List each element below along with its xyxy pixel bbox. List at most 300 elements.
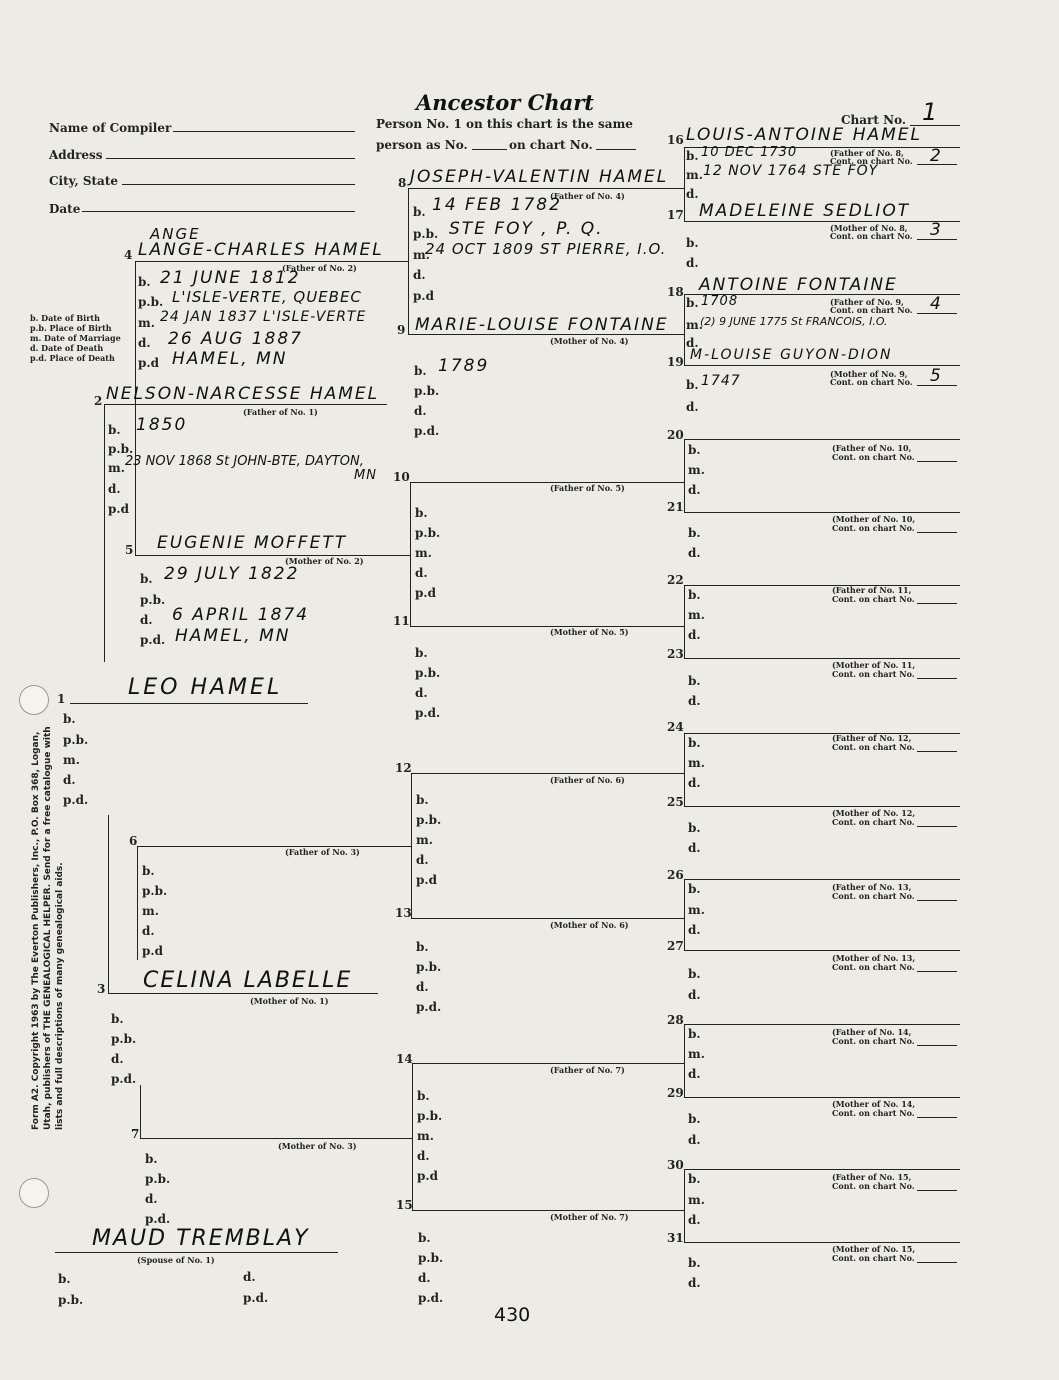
p27-line xyxy=(684,950,960,951)
num-2: 2 xyxy=(94,394,103,408)
p1-pb-label: p.b. xyxy=(63,733,89,747)
p12-b-label: b. xyxy=(416,793,429,807)
p25-cont: Cont. on chart No. xyxy=(832,817,915,827)
p1-line xyxy=(70,703,308,704)
num-27: 27 xyxy=(667,939,684,953)
p12-pd-label: p.d xyxy=(416,873,437,887)
p11-pb-label: p.b. xyxy=(415,666,441,680)
p22-cont: Cont. on chart No. xyxy=(832,594,915,604)
p24-cont-line xyxy=(917,751,957,752)
p30-line xyxy=(684,1169,960,1170)
p4-m-label: m. xyxy=(138,316,155,330)
p20-line xyxy=(684,439,960,440)
p23-cont: Cont. on chart No. xyxy=(832,669,915,679)
p30-d-label: d. xyxy=(688,1213,701,1227)
p10-11-connector xyxy=(410,482,411,626)
p6-b-label: b. xyxy=(142,864,155,878)
p30-cont-line xyxy=(917,1190,957,1191)
p16-note: (Father of No. 8, xyxy=(830,148,904,158)
p8-m-label: m. xyxy=(413,248,430,262)
person-no-blank xyxy=(472,149,507,150)
p5-pd-label: p.d. xyxy=(140,633,166,647)
p17-cont: Cont. on chart No. xyxy=(830,231,913,241)
p23-cont-line xyxy=(917,678,957,679)
p19-note: (Mother of No. 9, xyxy=(830,369,908,379)
chart-no-label: Chart No. xyxy=(841,113,907,127)
p4-pb-label: p.b. xyxy=(138,295,164,309)
num-29: 29 xyxy=(667,1086,684,1100)
spouse-pd-label: p.d. xyxy=(243,1291,269,1305)
p25-cont-line xyxy=(917,826,957,827)
p10-pb-label: p.b. xyxy=(415,526,441,540)
p13-note: (Mother of No. 6) xyxy=(550,920,629,930)
p10-note: (Father of No. 5) xyxy=(550,483,625,493)
p15-line xyxy=(412,1210,684,1211)
p25-note: (Mother of No. 12, xyxy=(832,808,916,818)
p21-note: (Mother of No. 10, xyxy=(832,514,916,524)
num-24: 24 xyxy=(667,720,684,734)
p4-b-label: b. xyxy=(138,275,151,289)
p23-line xyxy=(684,658,960,659)
p8-9-connector xyxy=(408,188,409,334)
num-28: 28 xyxy=(667,1013,684,1027)
p8-m: 24 OCT 1809 ST PIERRE, I.O. xyxy=(425,240,667,258)
num-19: 19 xyxy=(667,355,684,369)
p14-m-label: m. xyxy=(417,1129,434,1143)
p5-d-label: d. xyxy=(140,613,153,627)
page-number: 430 xyxy=(494,1304,531,1326)
p20-cont: Cont. on chart No. xyxy=(832,452,915,462)
p8-pd-label: p.d xyxy=(413,289,434,303)
p21-b-label: b. xyxy=(688,526,701,540)
p26-m-label: m. xyxy=(688,903,705,917)
p16-name: LOUIS-ANTOINE HAMEL xyxy=(686,125,922,145)
p17-cont-line xyxy=(917,239,957,240)
p30-cont: Cont. on chart No. xyxy=(832,1181,915,1191)
p1-m-label: m. xyxy=(63,753,80,767)
p18-m: (2) 9 JUNE 1775 St FRANCOIS, I.O. xyxy=(700,315,888,328)
num-11: 11 xyxy=(393,614,410,628)
p3-d-label: d. xyxy=(111,1052,124,1066)
p31-b-label: b. xyxy=(688,1256,701,1270)
date-line xyxy=(82,211,355,212)
p30-b-label: b. xyxy=(688,1172,701,1186)
num-5: 5 xyxy=(125,543,134,557)
p12-pb-label: p.b. xyxy=(416,813,442,827)
p10-pd-label: p.d xyxy=(415,586,436,600)
p30-31-connector xyxy=(684,1169,685,1242)
legend-d: d. Date of Death xyxy=(30,343,104,353)
compiler-label: Name of Compiler xyxy=(49,121,172,135)
p23-note: (Mother of No. 11, xyxy=(832,660,916,670)
p8-line xyxy=(408,188,684,189)
p20-b-label: b. xyxy=(688,443,701,457)
p5-line xyxy=(135,555,410,556)
p18-b-label: b. xyxy=(686,296,699,310)
p21-line xyxy=(684,512,960,513)
p14-15-connector xyxy=(412,1063,413,1210)
p15-d-label: d. xyxy=(418,1271,431,1285)
p14-note: (Father of No. 7) xyxy=(550,1065,625,1075)
p31-cont: Cont. on chart No. xyxy=(832,1253,915,1263)
p2-m2: MN xyxy=(354,468,377,483)
p13-b-label: b. xyxy=(416,940,429,954)
p2-pd-label: p.d xyxy=(108,502,129,516)
p19-cont: Cont. on chart No. xyxy=(830,377,913,387)
publisher-line-3: lists and full descriptions of many genealogical aids. xyxy=(55,862,65,1130)
p14-line xyxy=(412,1063,684,1064)
num-14: 14 xyxy=(396,1052,413,1066)
p6-note: (Father of No. 3) xyxy=(285,847,360,857)
p15-note: (Mother of No. 7) xyxy=(550,1212,629,1222)
p31-line xyxy=(684,1242,960,1243)
p16-m: 12 NOV 1764 STE FOY xyxy=(703,163,879,179)
num-17: 17 xyxy=(667,208,684,222)
p27-d-label: d. xyxy=(688,988,701,1002)
p7-pd-label: p.d. xyxy=(145,1212,171,1226)
p18-name: ANTOINE FONTAINE xyxy=(699,275,898,295)
p18-cont-line xyxy=(917,313,957,314)
p29-cont: Cont. on chart No. xyxy=(832,1108,915,1118)
num-22: 22 xyxy=(667,573,684,587)
p3-pd-label: p.d. xyxy=(111,1072,137,1086)
p14-pd-label: p.d xyxy=(417,1169,438,1183)
p27-b-label: b. xyxy=(688,967,701,981)
legend-pd: p.d. Place of Death xyxy=(30,353,115,363)
p9-pd-label: p.d. xyxy=(414,424,440,438)
p22-m-label: m. xyxy=(688,608,705,622)
p2-pb-label: p.b. xyxy=(108,442,134,456)
binder-hole-top xyxy=(19,685,49,715)
p5-b-label: b. xyxy=(140,572,153,586)
p6-d-label: d. xyxy=(142,924,155,938)
p20-21-connector xyxy=(684,439,685,513)
p4-pb: L'ISLE-VERTE, QUEBEC xyxy=(172,288,362,306)
p9-note: (Mother of No. 4) xyxy=(550,336,629,346)
p8-b-label: b. xyxy=(413,205,426,219)
p10-b-label: b. xyxy=(415,506,428,520)
p31-d-label: d. xyxy=(688,1276,701,1290)
p4-line xyxy=(135,261,408,262)
p10-m-label: m. xyxy=(415,546,432,560)
p28-line xyxy=(684,1024,960,1025)
p7-pb-label: p.b. xyxy=(145,1172,171,1186)
p19-b: 1747 xyxy=(701,373,741,389)
p7-note: (Mother of No. 3) xyxy=(278,1141,357,1151)
p15-pd-label: p.d. xyxy=(418,1291,444,1305)
p4-pd-label: p.d xyxy=(138,356,159,370)
num-23: 23 xyxy=(667,647,684,661)
p29-cont-line xyxy=(917,1117,957,1118)
num-12: 12 xyxy=(395,761,412,775)
num-13: 13 xyxy=(395,906,412,920)
num-18: 18 xyxy=(667,285,684,299)
p8-16-17-join xyxy=(670,188,684,189)
chart-no-value: 1 xyxy=(922,98,940,126)
legend-m: m. Date of Marriage xyxy=(30,333,121,343)
city-line xyxy=(122,184,355,185)
num-8: 8 xyxy=(398,176,407,190)
p9-pb-label: p.b. xyxy=(414,384,440,398)
p9-name: MARIE-LOUISE FONTAINE xyxy=(415,315,669,335)
p22-note: (Father of No. 11, xyxy=(832,585,912,595)
p26-d-label: d. xyxy=(688,923,701,937)
p15-pb-label: p.b. xyxy=(418,1251,444,1265)
num-21: 21 xyxy=(667,500,684,514)
city-label: City, State xyxy=(49,174,118,188)
p16-cont-no: 2 xyxy=(930,146,943,166)
p12-note: (Father of No. 6) xyxy=(550,775,625,785)
p27-cont: Cont. on chart No. xyxy=(832,962,915,972)
p18-cont-no: 4 xyxy=(930,294,943,314)
num-15: 15 xyxy=(396,1198,413,1212)
publisher-line-1: Form A2. Copyright 1963 by The Everton Publishers, Inc., P.O. Box 368, Logan, xyxy=(31,731,41,1130)
p8-name: JOSEPH-VALENTIN HAMEL xyxy=(410,167,669,187)
p13-d-label: d. xyxy=(416,980,429,994)
p8-d-label: d. xyxy=(413,268,426,282)
p16-cont-line xyxy=(917,164,957,165)
p2-b: 1850 xyxy=(136,415,188,435)
p14-pb-label: p.b. xyxy=(417,1109,443,1123)
p29-line xyxy=(684,1097,960,1098)
num-16: 16 xyxy=(667,133,684,147)
p13-pd-label: p.d. xyxy=(416,1000,442,1014)
p4-name-top: ANGE xyxy=(150,225,201,243)
p26-cont-line xyxy=(917,900,957,901)
p2-3-connector xyxy=(104,404,105,662)
spouse-pb-label: p.b. xyxy=(58,1293,84,1307)
p20-d-label: d. xyxy=(688,483,701,497)
num-1: 1 xyxy=(57,692,66,706)
address-label: Address xyxy=(49,148,103,162)
p24-m-label: m. xyxy=(688,756,705,770)
p21-d-label: d. xyxy=(688,546,701,560)
p27-cont-line xyxy=(917,971,957,972)
publisher-notice xyxy=(30,726,66,1130)
p22-d-label: d. xyxy=(688,628,701,642)
p28-m-label: m. xyxy=(688,1047,705,1061)
p18-cont: Cont. on chart No. xyxy=(830,305,913,315)
p2-b-label: b. xyxy=(108,423,121,437)
p8-note: (Father of No. 4) xyxy=(550,191,625,201)
p11-d-label: d. xyxy=(415,686,428,700)
p18-b: 1708 xyxy=(701,294,739,309)
p11-note: (Mother of No. 5) xyxy=(550,627,629,637)
p8-pb-label: p.b. xyxy=(413,227,439,241)
p9-d-label: d. xyxy=(414,404,427,418)
p4-pd: HAMEL, MN xyxy=(172,349,288,369)
num-30: 30 xyxy=(667,1158,684,1172)
p19-d-label: d. xyxy=(686,400,699,414)
p2-m-label: m. xyxy=(108,461,125,475)
num-6: 6 xyxy=(129,834,138,848)
p25-d-label: d. xyxy=(688,841,701,855)
num-31: 31 xyxy=(667,1231,684,1245)
compiler-line xyxy=(173,131,355,132)
p16-b-label: b. xyxy=(686,149,699,163)
p16-d-label: d. xyxy=(686,187,699,201)
num-4: 4 xyxy=(124,248,133,262)
p3-upper-connector xyxy=(108,815,109,993)
p24-b-label: b. xyxy=(688,736,701,750)
p6-line xyxy=(137,846,411,847)
p12-d-label: d. xyxy=(416,853,429,867)
p13-pb-label: p.b. xyxy=(416,960,442,974)
p29-b-label: b. xyxy=(688,1112,701,1126)
p16-m-label: m. xyxy=(686,168,703,182)
p6-pd-label: p.d xyxy=(142,944,163,958)
p25-line xyxy=(684,806,960,807)
p28-cont: Cont. on chart No. xyxy=(832,1036,915,1046)
p6-m-label: m. xyxy=(142,904,159,918)
p23-d-label: d. xyxy=(688,694,701,708)
p24-line xyxy=(684,733,960,734)
p24-note: (Father of No. 12, xyxy=(832,733,912,743)
p28-b-label: b. xyxy=(688,1027,701,1041)
p19-line xyxy=(684,365,960,366)
p25-b-label: b. xyxy=(688,821,701,835)
num-7: 7 xyxy=(131,1127,140,1141)
legend-pb: p.b. Place of Birth xyxy=(30,323,112,333)
p28-note: (Father of No. 14, xyxy=(832,1027,912,1037)
p26-line xyxy=(684,879,960,880)
p24-25-connector xyxy=(684,733,685,806)
person-no-line1: Person No. 1 on this chart is the same xyxy=(376,117,633,131)
p1-d-label: d. xyxy=(63,773,76,787)
p13-line xyxy=(411,918,684,919)
spouse-note: (Spouse of No. 1) xyxy=(137,1255,215,1265)
p12-13-connector xyxy=(411,773,412,918)
p23-b-label: b. xyxy=(688,674,701,688)
p17-name: MADELEINE SEDLIOT xyxy=(699,201,911,221)
p21-cont-line xyxy=(917,532,957,533)
p30-m-label: m. xyxy=(688,1193,705,1207)
p30-note: (Father of No. 15, xyxy=(832,1172,912,1182)
p7-d-label: d. xyxy=(145,1192,158,1206)
p26-cont: Cont. on chart No. xyxy=(832,891,915,901)
p28-d-label: d. xyxy=(688,1067,701,1081)
p22-cont-line xyxy=(917,603,957,604)
p4-d-label: d. xyxy=(138,336,151,350)
p11-pd-label: p.d. xyxy=(415,706,441,720)
p5-b: 29 JULY 1822 xyxy=(164,564,300,584)
p26-b-label: b. xyxy=(688,882,701,896)
p9-b-label: b. xyxy=(414,364,427,378)
p28-cont-line xyxy=(917,1045,957,1046)
publisher-line-2: Utah, publishers of THE GENEALOGICAL HELPER. Send for a free catalogue with xyxy=(43,726,53,1130)
p26-27-connector xyxy=(684,879,685,951)
date-label: Date xyxy=(49,202,81,216)
p19-cont-line xyxy=(917,385,957,386)
person-no-line2b: on chart No. xyxy=(509,138,593,152)
p2-d-label: d. xyxy=(108,482,121,496)
p17-b-label: b. xyxy=(686,236,699,250)
p19-b-label: b. xyxy=(686,378,699,392)
chart-no-blank xyxy=(596,149,636,150)
binder-hole-bottom xyxy=(19,1178,49,1208)
p10-line xyxy=(410,482,684,483)
p5-pd: HAMEL, MN xyxy=(175,626,291,646)
p4-d: 26 AUG 1887 xyxy=(168,329,303,349)
p12-line xyxy=(411,773,684,774)
p9-b: 1789 xyxy=(438,356,490,376)
p5-name: EUGENIE MOFFETT xyxy=(157,533,348,553)
p17-d-label: d. xyxy=(686,256,699,270)
p6-left-connector xyxy=(137,846,138,960)
p21-cont: Cont. on chart No. xyxy=(832,523,915,533)
p3-name: CELINA LABELLE xyxy=(143,968,353,993)
spouse-line xyxy=(55,1252,338,1253)
num-9: 9 xyxy=(397,323,406,337)
address-line xyxy=(106,158,355,159)
p3-line xyxy=(108,993,378,994)
p31-cont-line xyxy=(917,1262,957,1263)
p2-note: (Father of No. 1) xyxy=(243,407,318,417)
p20-cont-line xyxy=(917,461,957,462)
legend-b: b. Date of Birth xyxy=(30,313,100,323)
p8-pb: STE FOY , P. Q. xyxy=(449,219,604,239)
p4-m: 24 JAN 1837 L'ISLE-VERTE xyxy=(160,309,367,325)
p3-b-label: b. xyxy=(111,1012,124,1026)
p7-b-label: b. xyxy=(145,1152,158,1166)
p2-line xyxy=(104,404,387,405)
p19-cont-no: 5 xyxy=(930,366,943,386)
p1-pd-label: p.d. xyxy=(63,793,89,807)
p8-b: 14 FEB 1782 xyxy=(432,195,562,215)
spouse-name: MAUD TREMBLAY xyxy=(92,1226,310,1251)
p19-name: M-LOUISE GUYON-DION xyxy=(690,347,893,363)
p20-note: (Father of No. 10, xyxy=(832,443,912,453)
p16-b: 10 DEC 1730 xyxy=(701,145,798,160)
p22-b-label: b. xyxy=(688,588,701,602)
p26-note: (Father of No. 13, xyxy=(832,882,912,892)
p4-name: LANGE-CHARLES HAMEL xyxy=(138,240,384,260)
p16-17-connector xyxy=(684,147,685,222)
p11-line xyxy=(410,626,684,627)
p4-b: 21 JUNE 1812 xyxy=(160,268,301,288)
p7-left-connector xyxy=(140,1085,141,1138)
p6-pb-label: p.b. xyxy=(142,884,168,898)
spouse-d-label: d. xyxy=(243,1270,256,1284)
p22-line xyxy=(684,585,960,586)
p22-23-connector xyxy=(684,585,685,658)
p14-d-label: d. xyxy=(417,1149,430,1163)
p18-19-connector xyxy=(684,294,685,366)
p31-note: (Mother of No. 15, xyxy=(832,1244,916,1254)
p11-b-label: b. xyxy=(415,646,428,660)
p9-line xyxy=(408,334,684,335)
p17-cont-no: 3 xyxy=(930,220,943,240)
num-10: 10 xyxy=(393,470,410,484)
p29-d-label: d. xyxy=(688,1133,701,1147)
p14-b-label: b. xyxy=(417,1089,430,1103)
p12-m-label: m. xyxy=(416,833,433,847)
p5-d: 6 APRIL 1874 xyxy=(172,605,310,625)
chart-title: Ancestor Chart xyxy=(416,90,594,115)
num-20: 20 xyxy=(667,428,684,442)
p24-cont: Cont. on chart No. xyxy=(832,742,915,752)
p4-5-connector xyxy=(135,261,136,555)
p24-d-label: d. xyxy=(688,776,701,790)
num-26: 26 xyxy=(667,868,684,882)
p27-note: (Mother of No. 13, xyxy=(832,953,916,963)
p3-pb-label: p.b. xyxy=(111,1032,137,1046)
p3-note: (Mother of No. 1) xyxy=(250,996,329,1006)
p17-line xyxy=(684,221,960,222)
p4-note: (Father of No. 2) xyxy=(282,263,357,273)
p29-note: (Mother of No. 14, xyxy=(832,1099,916,1109)
p1-name: LEO HAMEL xyxy=(128,675,283,700)
